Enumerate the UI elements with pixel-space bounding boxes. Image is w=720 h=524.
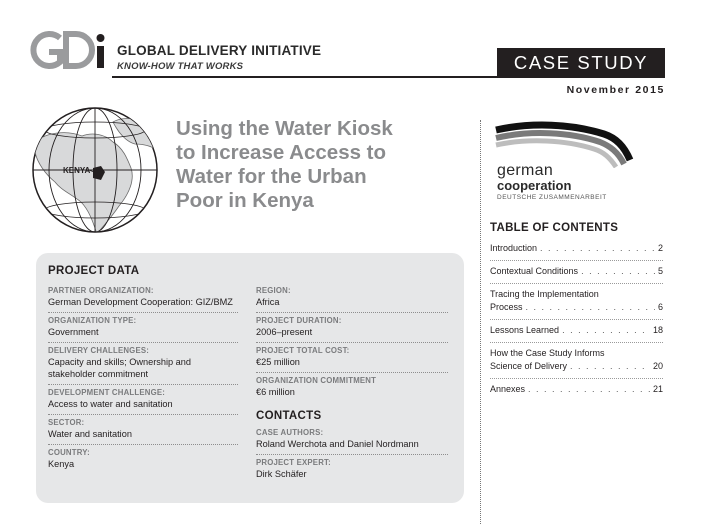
toc-entry-label: Contextual Conditions <box>490 266 579 276</box>
contacts-heading: CONTACTS <box>256 410 322 422</box>
field-value: 2006–present <box>256 327 313 337</box>
german-cooperation-word3: DEUTSCHE ZUSAMMENARBEIT <box>497 194 607 201</box>
german-flag-swoosh-icon <box>492 120 642 168</box>
table-of-contents <box>490 238 663 401</box>
field-label: CASE AUTHORS: <box>256 428 324 437</box>
case-study-banner: CASE STUDY <box>497 48 665 78</box>
field-value: Dirk Schäfer <box>256 469 307 479</box>
toc-entry[interactable] <box>490 260 663 283</box>
field-value: €6 million <box>256 387 295 397</box>
field-organization-commitment <box>256 373 448 402</box>
org-name: GLOBAL DELIVERY INITIATIVE <box>117 43 322 58</box>
toc-entry-page: 18 <box>652 325 663 335</box>
toc-entry-page: 20 <box>652 361 663 371</box>
toc-entry-page: 6 <box>657 302 663 312</box>
field-label: SECTOR: <box>48 418 85 427</box>
field-label: REGION: <box>256 286 291 295</box>
toc-entry-page: 21 <box>652 384 663 394</box>
field-value: Water and sanitation <box>48 429 132 439</box>
org-tagline: KNOW-HOW THAT WORKS <box>117 61 244 72</box>
field-country <box>48 445 238 474</box>
field-label: PARTNER ORGANIZATION: <box>48 286 154 295</box>
toc-entry-page: 5 <box>657 266 663 276</box>
field-label: DEVELOPMENT CHALLENGE: <box>48 388 166 397</box>
toc-entry[interactable] <box>490 342 663 378</box>
globe-map <box>27 102 163 243</box>
gdi-logo-mark <box>28 28 114 72</box>
toc-entry-page: 2 <box>657 243 663 253</box>
toc-entry-label-line1: Tracing the Implementation <box>490 289 599 299</box>
publication-date: November 2015 <box>566 84 665 96</box>
field-value: German Development Cooperation: GIZ/BMZ <box>48 297 233 307</box>
german-cooperation-word2: cooperation <box>497 178 572 193</box>
german-cooperation-word1: german <box>497 162 554 179</box>
field-label: PROJECT EXPERT: <box>256 458 331 467</box>
field-project-total-cost <box>256 343 448 373</box>
field-value: Government <box>48 327 99 337</box>
toc-entry[interactable] <box>490 283 663 319</box>
toc-entry[interactable] <box>490 319 663 342</box>
field-label: PROJECT DURATION: <box>256 316 342 325</box>
globe-label-kenya: KENYA <box>63 166 91 175</box>
toc-entry-label: Lessons Learned <box>490 325 560 335</box>
field-value: Africa <box>256 297 280 307</box>
column-divider <box>480 120 481 524</box>
field-label: PROJECT TOTAL COST: <box>256 346 350 355</box>
title-line: to Increase Access to <box>176 141 387 164</box>
field-organization-type <box>48 313 238 343</box>
field-value: €25 million <box>256 357 300 367</box>
toc-title: TABLE OF CONTENTS <box>490 222 619 234</box>
toc-entry[interactable] <box>490 378 663 401</box>
case-study-title <box>176 117 476 213</box>
toc-entry[interactable] <box>490 238 663 260</box>
field-label: COUNTRY: <box>48 448 90 457</box>
project-data-left-column <box>48 283 238 474</box>
toc-entry-label-line1: How the Case Study Informs <box>490 348 605 358</box>
field-value: Roland Werchota and Daniel Nordmann <box>256 439 419 449</box>
toc-entry-label: Introduction <box>490 243 538 253</box>
field-value: Capacity and skills; Ownership and stakeholder commitment <box>48 357 191 379</box>
field-value: Access to water and sanitation <box>48 399 173 409</box>
globe-icon <box>27 102 163 238</box>
field-label: DELIVERY CHALLENGES: <box>48 346 150 355</box>
field-project-expert <box>256 455 448 484</box>
field-label: ORGANIZATION COMMITMENT <box>256 376 377 385</box>
project-data-right-column <box>256 283 448 484</box>
toc-entry-label: Annexes <box>490 384 526 394</box>
gdi-logo-text: GDi <box>28 28 30 29</box>
field-project-duration <box>256 313 448 343</box>
field-label: ORGANIZATION TYPE: <box>48 316 137 325</box>
field-partner-organization <box>48 283 238 313</box>
gdi-logo <box>28 28 114 77</box>
header-rule <box>112 76 497 78</box>
title-line: Water for the Urban <box>176 165 367 188</box>
field-region <box>256 283 448 313</box>
field-value: Kenya <box>48 459 75 469</box>
title-line: Poor in Kenya <box>176 189 314 212</box>
field-sector <box>48 415 238 445</box>
title-line: Using the Water Kiosk <box>176 117 393 140</box>
field-case-authors <box>256 425 448 455</box>
toc-entry-label: Process <box>490 302 523 312</box>
field-development-challenge <box>48 385 238 415</box>
project-data-heading: PROJECT DATA <box>48 265 140 277</box>
toc-entry-label: Science of Delivery <box>490 361 568 371</box>
field-delivery-challenges <box>48 343 238 385</box>
